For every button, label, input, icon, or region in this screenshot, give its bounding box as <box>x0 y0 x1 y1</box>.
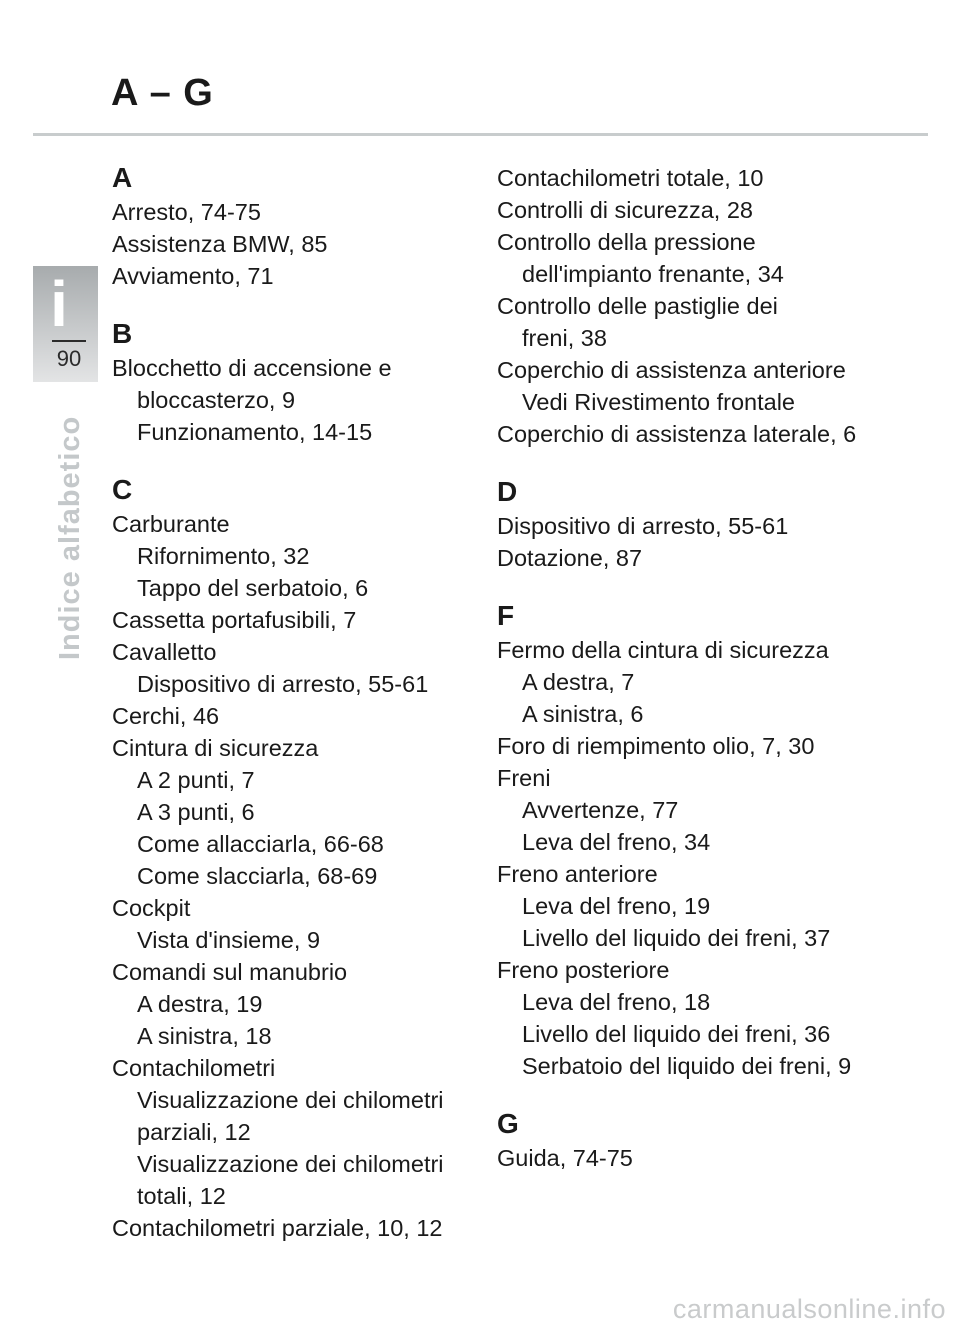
index-entry: Cockpit <box>112 895 191 921</box>
index-section <box>497 600 937 1082</box>
index-subentry: Serbatoio del liquido dei freni, 9 <box>522 1053 852 1079</box>
index-subentry: A sinistra, 6 <box>522 701 644 727</box>
section-letter: C <box>112 474 133 505</box>
index-entry: Guida, 74-75 <box>497 1145 633 1171</box>
index-entry: Contachilometri <box>112 1055 276 1081</box>
index-subentry: Funzionamento, 14-15 <box>137 419 373 445</box>
index-section <box>497 476 937 574</box>
index-subentry: A destra, 7 <box>522 669 635 695</box>
index-entry: Foro di riempimento olio, 7, 30 <box>497 733 815 759</box>
index-entry: Cavalletto <box>112 639 217 665</box>
watermark: carmanualsonline.info <box>672 1294 946 1324</box>
index-subentry: A 3 punti, 6 <box>137 799 255 825</box>
index-subentry: A destra, 19 <box>137 991 263 1017</box>
index-subentry: Come slacciarla, 68-69 <box>137 863 378 889</box>
section-letter: G <box>497 1108 519 1139</box>
section-tab <box>33 266 98 382</box>
index-section <box>497 1108 937 1174</box>
index-column-right <box>497 162 937 1200</box>
index-subentry: Vista d'insieme, 9 <box>137 927 321 953</box>
page-title: A – G <box>111 72 214 114</box>
index-entry: Coperchio di assistenza laterale, 6 <box>497 421 857 447</box>
index-subentry: parziali, 12 <box>137 1119 251 1145</box>
index-subentry: Leva del freno, 18 <box>522 989 711 1015</box>
index-entry: Controlli di sicurezza, 28 <box>497 197 753 223</box>
index-subentry: dell'impianto frenante, 34 <box>522 261 784 287</box>
index-subentry: bloccasterzo, 9 <box>137 387 296 413</box>
index-entry: Arresto, 74-75 <box>112 199 261 225</box>
section-letter: D <box>497 476 518 507</box>
index-entry: Controllo delle pastiglie dei <box>497 293 778 319</box>
index-entry: Freno anteriore <box>497 861 658 887</box>
section-label: Indice alfabetico <box>54 415 86 660</box>
index-entry: Blocchetto di accensione e <box>112 355 392 381</box>
info-icon: i <box>50 268 68 340</box>
index-subentry: Leva del freno, 19 <box>522 893 711 919</box>
section-letter: F <box>497 600 515 631</box>
index-entry: Avviamento, 71 <box>112 263 274 289</box>
index-entry: Assistenza BMW, 85 <box>112 231 328 257</box>
index-section <box>497 162 937 450</box>
index-subentry: Visualizzazione dei chilometri <box>137 1151 444 1177</box>
index-section <box>112 162 472 292</box>
index-subentry: Avvertenze, 77 <box>522 797 679 823</box>
index-entry: Comandi sul manubrio <box>112 959 348 985</box>
index-subentry: Livello del liquido dei freni, 37 <box>522 925 831 951</box>
index-subentry: Leva del freno, 34 <box>522 829 711 855</box>
index-entry: Cintura di sicurezza <box>112 735 319 761</box>
index-entry: Dispositivo di arresto, 55-61 <box>497 513 789 539</box>
index-section <box>112 474 472 1244</box>
index-subentry: Livello del liquido dei freni, 36 <box>522 1021 831 1047</box>
index-subentry: Come allacciarla, 66-68 <box>137 831 384 857</box>
index-entry: Carburante <box>112 511 230 537</box>
index-entry: Freno posteriore <box>497 957 670 983</box>
index-section <box>112 318 472 448</box>
index-subentry: Tappo del serbatoio, 6 <box>137 575 369 601</box>
index-entry: Contachilometri parziale, 10, 12 <box>112 1215 443 1241</box>
index-subentry: Visualizzazione dei chilometri <box>137 1087 444 1113</box>
index-column-left <box>112 162 472 1270</box>
index-entry: Coperchio di assistenza anteriore <box>497 357 846 383</box>
index-entry: Fermo della cintura di sicurezza <box>497 637 829 663</box>
index-subentry: freni, 38 <box>522 325 607 351</box>
page-number: 90 <box>56 346 82 371</box>
index-entry: Controllo della pressione <box>497 229 756 255</box>
section-letter: B <box>112 318 133 349</box>
index-subentry: Dispositivo di arresto, 55-61 <box>137 671 429 697</box>
index-subentry: totali, 12 <box>137 1183 226 1209</box>
index-entry: Freni <box>497 765 551 791</box>
tab-divider <box>52 340 86 342</box>
index-entry: Cassetta portafusibili, 7 <box>112 607 357 633</box>
index-entry: Cerchi, 46 <box>112 703 220 729</box>
index-subentry: Vedi Rivestimento frontale <box>522 389 796 415</box>
index-subentry: A sinistra, 18 <box>137 1023 272 1049</box>
index-entry: Dotazione, 87 <box>497 545 643 571</box>
section-letter: A <box>112 162 133 193</box>
index-entry: Contachilometri totale, 10 <box>497 165 764 191</box>
index-subentry: A 2 punti, 7 <box>137 767 255 793</box>
header-divider <box>33 133 928 136</box>
index-subentry: Rifornimento, 32 <box>137 543 310 569</box>
